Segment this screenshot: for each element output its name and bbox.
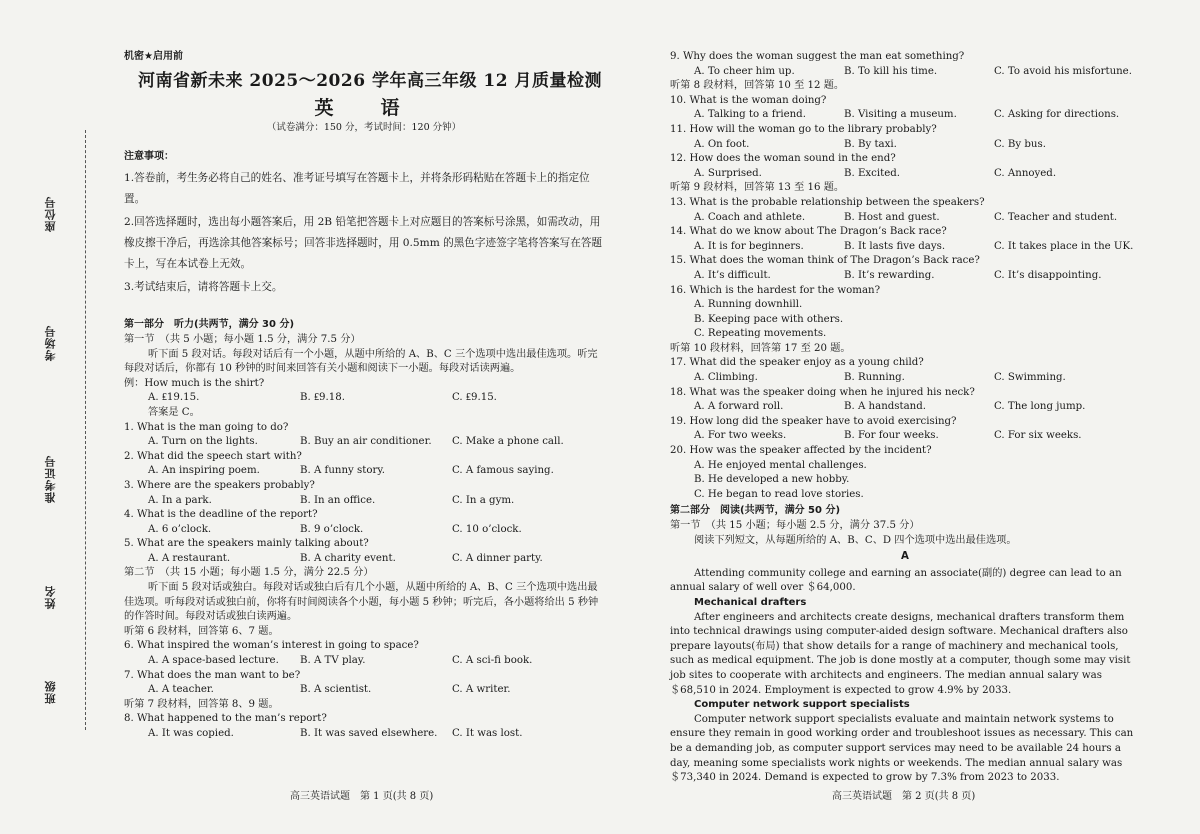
notes-heading: 注意事项： xyxy=(124,150,174,162)
question-14: 14. What do we know about The Dragon’s Back race? xyxy=(670,226,947,238)
job-1-text: After engineers and architects create designs, mechanical drafters transform them into technical drawings using computer-aided design software. Mechanical drafters also prepare layouts(布局) that show details for a range of machinery and mechanical tools, such as medical equipment. The job is done mostly at a computer, though some may visit job sites to cooperate with architects and engineers. The median annual salary was ＄68,510 in 2024. Employment is expected to grow 4.9% by 2033. xyxy=(670,611,1131,696)
option-b: B. Keeping pace with others. xyxy=(694,313,844,325)
question-18-options xyxy=(694,400,1140,415)
option-a: A. Turn on the lights. xyxy=(148,436,258,448)
option-b: B. Host and guest. xyxy=(844,211,940,223)
option-c: C. 10 o’clock. xyxy=(452,523,522,535)
question-2-options xyxy=(148,464,604,479)
option-a: A. ₤19.15. xyxy=(148,392,200,404)
question-3-options xyxy=(148,494,604,509)
option-c: C. Swimming. xyxy=(994,372,1066,384)
question-9-options xyxy=(694,65,1140,80)
question-15: 15. What does the woman think of The Dragon’s Back race? xyxy=(670,255,980,267)
option-c: C. By bus. xyxy=(994,138,1046,150)
material-8-note: 听第 8 段材料，回答第 10 至 12 题。 xyxy=(670,80,845,92)
question-19-options xyxy=(694,429,1140,444)
subject-title: 英 语 xyxy=(314,96,414,119)
passage-letter: A xyxy=(901,551,909,563)
option-a: A. A forward roll. xyxy=(694,401,784,413)
material-9-note: 听第 9 段材料，回答第 13 至 16 题。 xyxy=(670,182,845,194)
option-b: B. A TV play. xyxy=(300,655,366,667)
question-11: 11. How will the woman go to the library probably? xyxy=(670,123,937,135)
option-b: B. Visiting a museum. xyxy=(844,109,957,121)
option-c: C. A dinner party. xyxy=(452,552,543,564)
question-13: 13. What is the probable relationship between the speakers? xyxy=(670,196,985,208)
job-2-title: Computer network support specialists xyxy=(694,699,910,711)
question-5-options xyxy=(148,552,604,567)
question-11-options xyxy=(694,138,1140,153)
question-17: 17. What did the speaker enjoy as a young child? xyxy=(670,357,924,369)
option-b: B. Excited. xyxy=(844,167,900,179)
option-b: B. To kill his time. xyxy=(844,65,938,77)
option-c: C. A writer. xyxy=(452,684,511,696)
option-a: A. For two weeks. xyxy=(694,430,787,442)
option-c: C. In a gym. xyxy=(452,494,515,506)
option-a: A. A restaurant. xyxy=(148,552,231,564)
seat-number-label: 座位号 xyxy=(44,196,57,232)
part1-section1-title: 第一节 （共 5 小题；每小题 1.5 分，满分 7.5 分） xyxy=(124,333,361,345)
question-4: 4. What is the deadline of the report? xyxy=(124,509,318,521)
option-c: C. Annoyed. xyxy=(994,167,1057,179)
option-a: A. It’s difficult. xyxy=(694,269,771,281)
question-12-options xyxy=(694,167,1140,182)
option-b: B. He developed a new hobby. xyxy=(694,474,850,486)
option-b: B. It’s rewarding. xyxy=(844,269,935,281)
part2-title: 第二部分 阅读(共两节，满分 50 分) xyxy=(670,505,841,517)
option-b: B. For four weeks. xyxy=(844,430,939,442)
question-1: 1. What is the man going to do? xyxy=(124,421,289,433)
binding-line xyxy=(85,130,86,730)
notes-list xyxy=(124,168,604,298)
material-7-note: 听第 7 段材料，回答第 8、9 题。 xyxy=(124,698,279,710)
admission-ticket-label: 准考证号 xyxy=(44,455,57,503)
option-c: C. The long jump. xyxy=(994,401,1086,413)
section1-instructions: 听下面 5 段对话。每段对话后有一个小题，从题中所给的 A、B、C 三个选项中选出最佳选项。听完每段对话后，你都有 10 秒钟的时间来回答有关小题和阅读下一小题。每段对话读两遍。 xyxy=(124,348,598,375)
exam-room-label: 考场号 xyxy=(44,325,57,361)
question-20: 20. How was the speaker affected by the incident? xyxy=(670,445,932,457)
option-a: A. It is for beginners. xyxy=(694,240,804,252)
question-7: 7. What does the man want to be? xyxy=(124,669,301,681)
option-c: C. A sci-fi book. xyxy=(452,655,533,667)
option-b: B. A handstand. xyxy=(844,401,926,413)
option-b: B. A charity event. xyxy=(300,552,396,564)
option-c: C. For six weeks. xyxy=(994,430,1082,442)
option-c: C. ₤9.15. xyxy=(452,392,497,404)
option-b: B. A funny story. xyxy=(300,465,385,477)
page-1 xyxy=(124,50,604,742)
question-10-options xyxy=(694,108,1140,123)
question-14-options xyxy=(694,240,1140,255)
question-15-options xyxy=(694,269,1140,284)
exam-title: 河南省新未来 2025～2026 学年高三年级 12 月质量检测 xyxy=(138,70,602,91)
option-c: C. Make a phone call. xyxy=(452,436,564,448)
option-c: C. It’s disappointing. xyxy=(994,269,1102,281)
option-b: B. Running. xyxy=(844,372,905,384)
job-2-text: Computer network support specialists evaluate and maintain network systems to ensure they remain in good working order and troubleshoot issues as necessary. This can be a demanding job, as computer support services may need to be available 24 hours a day, meaning some specialists work nights or weekends. The median annual salary was ＄73,340 in 2024. Demand is expected to grow by 7.3% from 2023 to 2033. xyxy=(670,713,1134,784)
option-a: A. On foot. xyxy=(694,138,750,150)
example-answer: 答案是 C。 xyxy=(148,406,200,418)
option-a: A. To cheer him up. xyxy=(694,65,795,77)
reading-instructions: 阅读下列短文，从每题所给的 A、B、C、D 四个选项中选出最佳选项。 xyxy=(694,534,1017,546)
question-1-options xyxy=(148,435,604,450)
question-13-options xyxy=(694,211,1140,226)
page-1-footer: 高三英语试题 第 1 页(共 8 页) xyxy=(290,791,434,802)
option-b: B. In an office. xyxy=(300,494,376,506)
option-a: A. Surprised. xyxy=(694,167,762,179)
confidential-mark: 机密★启用前 xyxy=(124,51,183,62)
option-a: A. 6 o’clock. xyxy=(148,523,212,535)
option-c: C. Teacher and student. xyxy=(994,211,1118,223)
option-c: C. To avoid his misfortune. xyxy=(994,65,1132,77)
option-b: B. 9 o’clock. xyxy=(300,523,364,535)
question-4-options xyxy=(148,523,604,538)
option-a: A. It was copied. xyxy=(148,728,234,739)
question-10: 10. What is the woman doing? xyxy=(670,94,827,106)
option-b: B. It was saved elsewhere. xyxy=(300,728,438,739)
option-a: A. Talking to a friend. xyxy=(694,109,806,121)
option-c: C. He began to read love stories. xyxy=(694,488,864,500)
part2-section1-title: 第一节 （共 15 小题；每小题 2.5 分，满分 37.5 分） xyxy=(670,520,920,531)
question-16-options xyxy=(694,298,1140,342)
question-2: 2. What did the speech start with? xyxy=(124,450,302,462)
question-5: 5. What are the speakers mainly talking about? xyxy=(124,538,369,550)
section2-instructions: 听下面 5 段对话或独白。每段对话或独白后有几个小题，从题中所给的 A、B、C 三个选项中选出最佳选项。听每段对话或独白前，你将有时间阅读各个小题，每小题 5 秒钟；听完后，各小题将给出 5 秒钟的作答时间。每段对话或独白读两遍。 xyxy=(124,582,599,623)
option-c: C. It was lost. xyxy=(452,728,523,739)
part1-title: 第一部分 听力(共两节，满分 30 分) xyxy=(124,319,295,331)
question-20-options xyxy=(694,459,1140,503)
question-17-options xyxy=(694,371,1140,386)
question-19: 19. How long did the speaker have to avoid exercising? xyxy=(670,415,957,427)
option-a: A. A teacher. xyxy=(148,684,214,696)
option-c: C. It takes place in the UK. xyxy=(994,240,1134,252)
binding-margin xyxy=(0,0,118,834)
passage-intro: Attending community college and earning an associate(副的) degree can lead to an annual salary of well over ＄64,000. xyxy=(670,567,1122,594)
question-18: 18. What was the speaker doing when he injured his neck? xyxy=(670,386,975,398)
job-1-title: Mechanical drafters xyxy=(694,596,807,608)
note-item: 2.回答选择题时，选出每小题答案后，用 2B 铅笔把答题卡上对应题目的答案标号涂黑，如需改动，用橡皮擦干净后，再选涂其他答案标号；回答非选择题时，用 0.5mm 的黑色字迹签字笔将答案写在答题卡上，写在本试卷上无效。 xyxy=(124,216,603,271)
option-a: A. An inspiring poem. xyxy=(148,465,260,477)
question-16: 16. Which is the hardest for the woman? xyxy=(670,284,881,296)
material-6-note: 听第 6 段材料，回答第 6、7 题。 xyxy=(124,625,279,637)
option-b: B. Buy an air conditioner. xyxy=(300,436,432,448)
question-12: 12. How does the woman sound in the end? xyxy=(670,153,896,165)
example-question: 例：How much is the shirt? xyxy=(124,377,265,389)
option-b: B. A scientist. xyxy=(300,684,372,696)
part1-section2-title: 第二节 （共 15 小题；每小题 1.5 分，满分 22.5 分） xyxy=(124,567,374,579)
exam-info: （试卷满分：150 分，考试时间：120 分钟） xyxy=(266,122,462,134)
option-b: B. By taxi. xyxy=(844,138,897,150)
page-2-footer: 高三英语试题 第 2 页(共 8 页) xyxy=(832,791,976,802)
question-8: 8. What happened to the man’s report? xyxy=(124,713,327,725)
question-3: 3. Where are the speakers probably? xyxy=(124,479,315,491)
note-item: 1.答卷前，考生务必将自己的姓名、准考证号填写在答题卡上，并将条形码粘贴在答题卡上的指定位置。 xyxy=(124,172,590,206)
option-a: A. He enjoyed mental challenges. xyxy=(694,459,867,471)
option-a: A. A space-based lecture. xyxy=(148,655,279,667)
student-name-label: 姓名 xyxy=(44,585,57,609)
note-item: 3.考试结束后，请将答题卡上交。 xyxy=(124,281,283,294)
option-c: C. A famous saying. xyxy=(452,465,554,477)
question-9: 9. Why does the woman suggest the man eat something? xyxy=(670,51,965,62)
option-c: C. Asking for directions. xyxy=(994,109,1120,121)
question-6-options xyxy=(148,654,604,669)
option-c: C. Repeating movements. xyxy=(694,328,827,340)
page-2 xyxy=(670,50,1140,786)
example-options xyxy=(148,391,604,406)
option-b: B. ₤9.18. xyxy=(300,392,345,404)
option-b: B. It lasts five days. xyxy=(844,240,946,252)
class-label: 班级 xyxy=(44,680,57,704)
question-6: 6. What inspired the woman’s interest in going to space? xyxy=(124,640,419,652)
option-a: A. In a park. xyxy=(148,494,212,506)
question-7-options xyxy=(148,683,604,698)
option-a: A. Coach and athlete. xyxy=(694,211,806,223)
material-10-note: 听第 10 段材料，回答第 17 至 20 题。 xyxy=(670,342,851,354)
option-a: A. Running downhill. xyxy=(694,299,803,311)
question-8-options xyxy=(148,727,604,742)
option-a: A. Climbing. xyxy=(694,372,758,384)
